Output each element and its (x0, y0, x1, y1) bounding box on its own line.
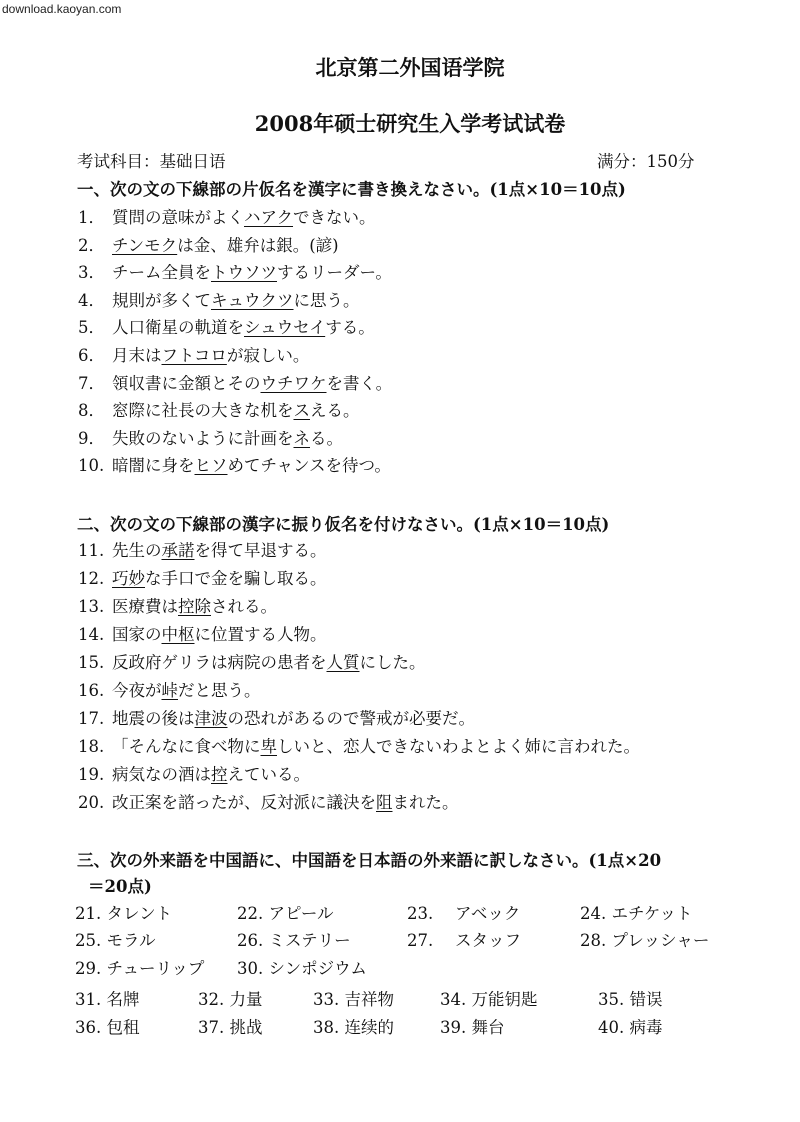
question-item (78, 593, 277, 617)
vocab-item: 34. 万能钥匙 (440, 990, 538, 1009)
question-text: 反政府ゲリラは病院の患者を (112, 653, 327, 672)
underlined-part: フトコロ (161, 346, 227, 365)
question-item (78, 621, 327, 645)
underlined-part: 控除 (178, 597, 211, 616)
question-text: する。 (325, 318, 375, 338)
question-text: 人口衛星の軌道を (112, 318, 244, 338)
question-item (78, 537, 327, 561)
vocab-item: 26. ミステリー (237, 931, 351, 950)
underlined-part: 阻 (376, 793, 393, 812)
underlined-part: 人質 (326, 653, 360, 672)
question-number: 17. (78, 709, 105, 728)
underlined-part: 卑 (260, 737, 277, 756)
question-number: 3． (78, 263, 105, 283)
question-text: 改正案を諮ったが、反対派に議決を (112, 793, 376, 812)
question-number: 19. (78, 765, 105, 784)
question-text: にした。 (359, 653, 426, 672)
vocab-item: 23. アベック (407, 904, 521, 923)
underlined-part: シュウセイ (244, 318, 326, 338)
question-number: 10. (78, 456, 105, 476)
vocab-item: 32. 力量 (198, 990, 263, 1009)
question-text: は金、雄弁は銀。(諺) (177, 235, 339, 255)
underlined-part: ヒソ (194, 456, 228, 476)
question-text: 失敗のないように計画を (112, 428, 294, 448)
question-text: 国家の (112, 625, 162, 644)
question-text: チーム全員を (112, 263, 211, 283)
question-text: 規則が多くて (112, 290, 211, 310)
vocab-item: 25. モラル (75, 931, 156, 950)
question-number: 9． (78, 428, 105, 448)
underlined-part: トウソツ (211, 263, 277, 283)
question-text: えている。 (227, 765, 310, 784)
question-number: 15. (78, 653, 105, 672)
question-item (78, 314, 375, 338)
question-item (78, 677, 261, 701)
question-text: するリーダー。 (277, 263, 392, 283)
underlined-part: 津波 (194, 709, 228, 728)
question-text: が寂しい。 (226, 346, 310, 365)
question-item (78, 649, 426, 673)
section2-heading: 二、次の文の下線部の漢字に振り仮名を付けなさい。(1点×10＝10点) (77, 515, 610, 534)
subject: 考试科目：基础日语 (77, 152, 226, 171)
vocab-item: 29. チューリップ (75, 959, 205, 978)
question-text: 医療費は (112, 597, 178, 616)
question-text: だと思う。 (178, 681, 261, 700)
question-number: 12. (78, 569, 105, 588)
watermark: download.kaoyan.com (2, 2, 122, 16)
question-text: 地震の後は (112, 709, 195, 728)
question-item (78, 565, 327, 589)
question-text: 暗闇に身を (112, 456, 195, 476)
vocab-item: 40. 病毒 (598, 1018, 663, 1037)
question-number: 2． (78, 235, 105, 255)
question-number: 18. (78, 737, 105, 756)
vocab-item: 27. スタッフ (407, 931, 521, 950)
question-text: めてチャンスを待つ。 (227, 456, 391, 476)
question-item (78, 761, 310, 785)
question-text: 病気なの酒は (112, 765, 211, 784)
underlined-part: ウチワケ (260, 373, 327, 393)
underlined-part: ス (293, 401, 310, 421)
question-item (78, 370, 392, 394)
question-item (78, 733, 640, 757)
underlined-part: チンモク (112, 235, 178, 255)
document-subtitle: 2008年硕士研究生入学考试试卷 (254, 111, 566, 136)
question-text: 月末は (112, 346, 162, 365)
question-item (78, 259, 392, 283)
question-item (78, 342, 309, 366)
question-text: 今夜が (112, 681, 162, 700)
question-item (78, 789, 459, 813)
question-text: を得て早退する。 (194, 541, 327, 560)
question-text: る。 (310, 428, 343, 448)
underlined-part: ハアク (244, 208, 294, 227)
vocab-item: 38. 连续的 (313, 1018, 394, 1037)
underlined-part: 控 (211, 765, 228, 784)
question-text: 先生の (112, 541, 162, 560)
question-number: 4． (78, 290, 105, 310)
vocab-item: 28. プレッシャー (580, 931, 710, 950)
question-text: を書く。 (326, 373, 393, 393)
question-item (78, 232, 339, 256)
underlined-part: 中枢 (161, 625, 195, 644)
vocab-item: 36. 包租 (75, 1018, 140, 1037)
vocab-item: 37. 挑战 (198, 1018, 263, 1037)
question-text: しいと、恋人できないわよとよく姉に言われた。 (277, 737, 640, 756)
full-score: 满分：150分 (597, 152, 695, 171)
question-number: 11. (78, 541, 105, 560)
underlined-part: 巧妙 (112, 569, 145, 588)
question-number: 6． (78, 346, 105, 365)
vocab-item: 22. アピール (237, 904, 334, 923)
question-number: 7． (78, 373, 105, 393)
section3-heading: 三、次の外来語を中国語に、中国語を日本語の外来語に訳しなさい。(1点×20 (77, 851, 662, 870)
underlined-part: ネ (293, 428, 310, 448)
question-item (78, 287, 360, 311)
question-text: 領収書に金額とその (112, 373, 261, 393)
question-item (78, 397, 360, 421)
question-text: まれた。 (392, 793, 459, 812)
vocab-item: 21. タレント (75, 904, 173, 923)
section3-heading-cont: ＝20点) (88, 877, 152, 896)
vocab-item: 33. 吉祥物 (313, 990, 394, 1009)
question-number: 5． (78, 318, 105, 338)
question-number: 20. (78, 793, 105, 812)
question-text: される。 (211, 597, 277, 616)
question-text: に思う。 (293, 290, 360, 310)
vocab-item: 31. 名牌 (75, 990, 140, 1009)
question-number: 13. (78, 597, 105, 616)
question-number: 8． (78, 401, 105, 421)
section1-heading: 一、次の文の下線部の片仮名を漢字に書き換えなさい。(1点×10＝10点) (77, 180, 626, 199)
question-text: 質問の意味がよく (112, 208, 244, 227)
question-text: 「そんなに食べ物に (112, 737, 261, 756)
vocab-item: 24. エチケット (580, 904, 693, 923)
question-text: できない。 (293, 208, 376, 227)
question-number: 16. (78, 681, 105, 700)
question-item (78, 425, 343, 449)
vocab-item: 30. シンポジウム (237, 959, 367, 978)
question-text: な手口で金を騙し取る。 (145, 569, 327, 588)
question-text: に位置する人物。 (194, 625, 327, 644)
document-title: 北京第二外国语学院 (315, 55, 505, 80)
underlined-part: 承諾 (161, 541, 195, 560)
vocab-item: 39. 舞台 (440, 1018, 505, 1037)
question-item (78, 705, 475, 729)
underlined-part: キュウクツ (211, 290, 294, 310)
question-text: の恐れがあるので警戒が必要だ。 (227, 709, 475, 728)
vocab-item: 35. 错误 (598, 990, 663, 1009)
question-number: 1． (78, 208, 105, 227)
question-number: 14. (78, 625, 105, 644)
underlined-part: 峠 (161, 681, 178, 700)
question-item (78, 452, 391, 476)
question-item (78, 204, 376, 228)
question-text: える。 (310, 401, 360, 421)
question-text: 窓際に社長の大きな机を (112, 401, 294, 421)
